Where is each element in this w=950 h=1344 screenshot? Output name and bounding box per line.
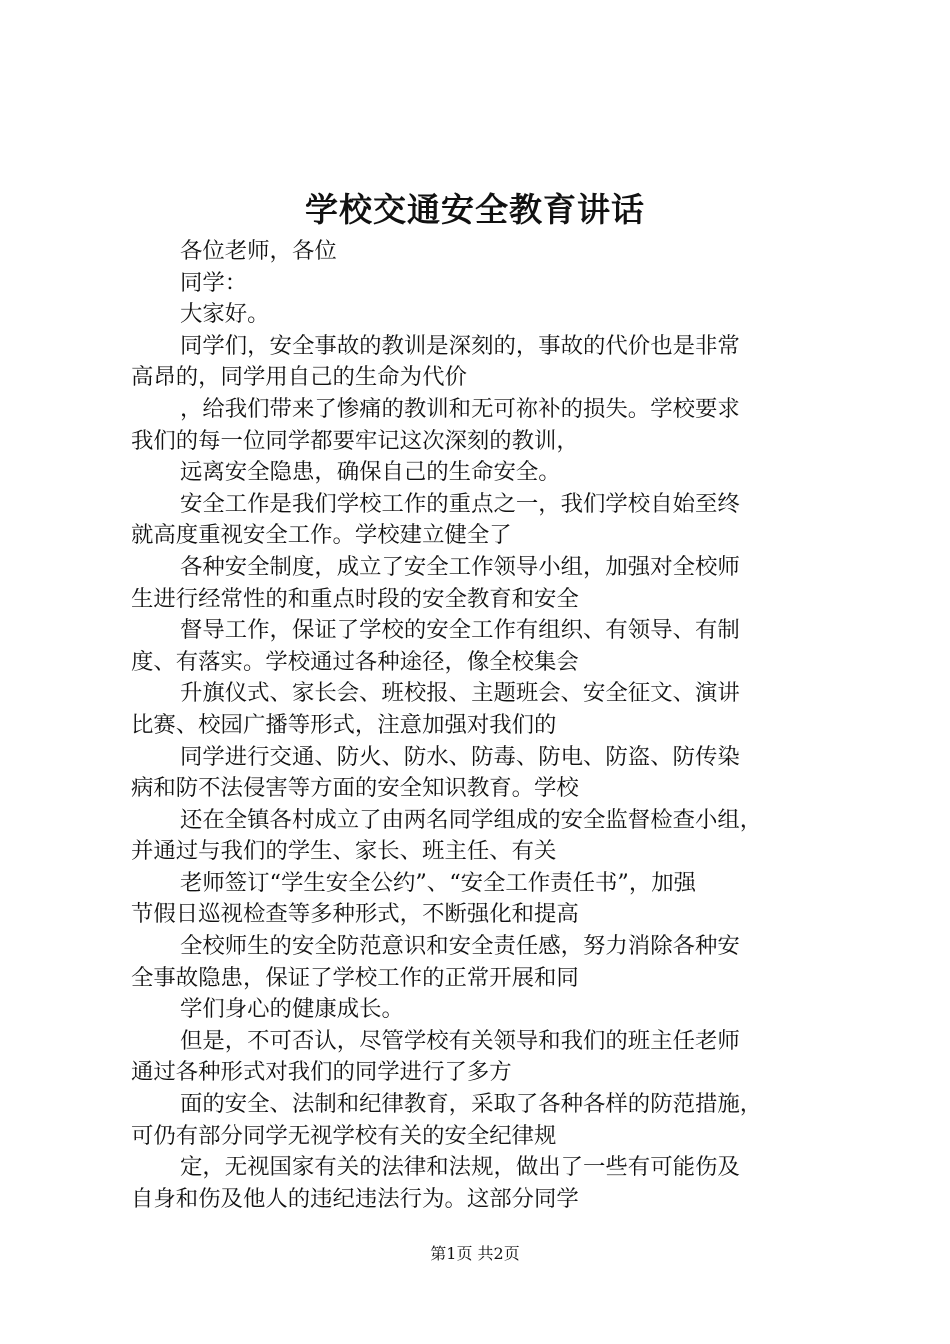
text-line: 同学进行交通、防火、防水、防毒、防电、防盗、防传染 [180,743,740,770]
text-line: 老师签订“学生安全公约”、“安全工作责任书”，加强 [180,869,696,896]
text-line: 自身和伤及他人的违纪违法行为。这部分同学 [131,1185,579,1212]
text-line: 还在全镇各村成立了由两名同学组成的安全监督检查小组， [180,806,763,833]
text-line: 大家好。 [180,301,270,328]
text-line: 远离安全隐患，确保自己的生命安全。 [180,459,561,486]
text-line: 并通过与我们的学生、家长、班主任、有关 [131,838,557,865]
text-line: 同学： [180,269,248,296]
text-line: 但是，不可否认，尽管学校有关领导和我们的班主任老师 [180,1027,740,1054]
text-line: 定，无视国家有关的法律和法规，做出了一些有可能伤及 [180,1154,740,1181]
text-line: 节假日巡视检查等多种形式，不断强化和提高 [131,901,579,928]
text-line: 升旗仪式、家长会、班校报、主题班会、安全征文、演讲 [180,680,740,707]
text-line: 安全工作是我们学校工作的重点之一，我们学校自始至终 [180,490,740,517]
text-line: 我们的每一位同学都要牢记这次深刻的教训， [131,427,579,454]
text-line: 同学们，安全事故的教训是深刻的，事故的代价也是非常 [180,332,740,359]
page-footer: 第1页 共2页 [430,1244,520,1263]
text-line: ，给我们带来了惨痛的教训和无可祢补的损失。学校要求 [180,395,740,422]
text-line: 可仍有部分同学无视学校有关的安全纪律规 [131,1122,557,1149]
text-line: 各种安全制度，成立了安全工作领导小组，加强对全校师 [180,553,740,580]
text-line: 通过各种形式对我们的同学进行了多方 [131,1059,512,1086]
text-line: 面的安全、法制和纪律教育，采取了各种各样的防范措施， [180,1091,763,1118]
text-line: 高昂的，同学用自己的生命为代价 [131,364,467,391]
text-line: 全校师生的安全防范意识和安全责任感，努力消除各种安 [180,933,740,960]
text-line: 学们身心的健康成长。 [180,996,404,1023]
text-line: 就高度重视安全工作。学校建立健全了 [131,522,512,549]
text-line: 全事故隐患，保证了学校工作的正常开展和同 [131,964,579,991]
text-line: 督导工作，保证了学校的安全工作有组织、有领导、有制 [180,617,740,644]
document-title: 学校交通安全教育讲话 [305,190,645,229]
text-line: 比赛、校园广播等形式，注意加强对我们的 [131,711,557,738]
text-line: 度、有落实。学校通过各种途径，像全校集会 [131,648,579,675]
text-line: 生进行经常性的和重点时段的安全教育和安全 [131,585,579,612]
text-line: 病和防不法侵害等方面的安全知识教育。学校 [131,775,579,802]
document-body [131,236,831,1215]
text-line: 各位老师，各位 [180,238,337,264]
